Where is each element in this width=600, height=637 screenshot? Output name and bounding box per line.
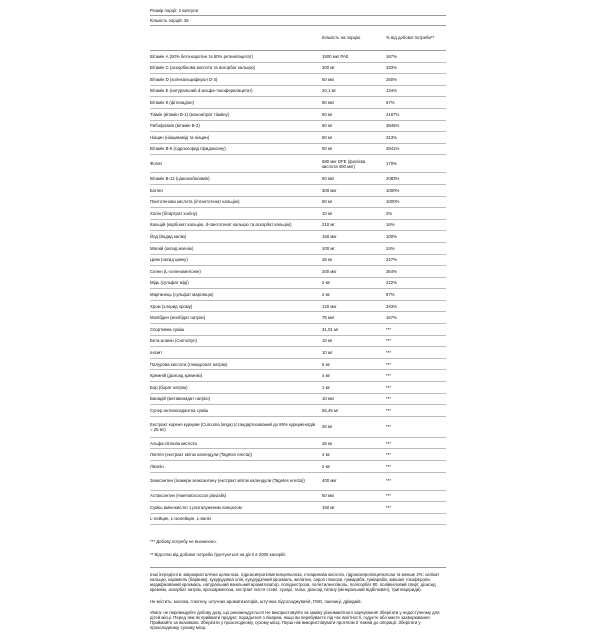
nutrient-name: Цинк (оксид цинку) [150,257,188,263]
nutrient-name: Мідь (сульфат міді) [150,280,189,286]
nutrient-dv: *** [386,504,392,510]
nutrient-dv: *** [386,384,392,390]
nutrient-name: Лютеїн (екстракт квіток календули (Tagetes erecta)) [150,452,253,458]
table-row [150,74,446,86]
ingredients-block [150,567,446,631]
table-row [150,208,446,220]
nutrient-dv: 134% [386,88,397,94]
table-row [150,289,446,301]
nutrient-amount: 55,45 мг [322,407,339,413]
nutrient-dv: 250% [386,76,397,82]
nutrient-dv: *** [386,493,392,499]
nutrient-amount: 50 мкг [322,493,335,499]
table-row [150,132,446,144]
table-row [150,197,446,209]
nutrient-amount: 26 мг [322,424,333,430]
nutrient-dv: 87% [386,291,395,297]
nutrient-amount: 1 мг [322,384,331,390]
table-row [150,405,446,417]
nutrient-amount: 400 мкг [322,478,337,484]
header-dv: % від добової потреби** [386,35,435,41]
nutrient-name: Йод (йодид калію) [150,234,187,239]
nutrient-amount: 50 мкг [322,76,335,82]
nutrient-name: Тіамін (вітамін В-1) (мононітрат тіаміну) [150,111,230,117]
nutrient-name: Кремній (діоксид кремнію) [150,373,203,379]
nutrient-dv: *** [386,440,392,446]
nutrient-name: Інозит [150,349,163,355]
table-row [150,347,446,359]
table-row [150,220,446,232]
nutrient-amount: 50 мг [322,199,333,205]
other-ingredients: Інші інгредієнти: мікрокристалічна целюлоза, гідроксипропілметилцелюлоза, стеаринова кислота, гідроксипропілцелюлоза та менше 2%: силікат кальцію, карамель (барвник), кукурудзяна олія, кукурудзяний крохмаль, желатин, сироп глюкози, гуміарабік, гуміарабік, змішані токофероли, модифікований крохмаль, натуральний ванільний ароматизатор, полідекстроза, полієтиленгліколь, полісорбат 80, полівініловий спирт, діоксид кремнію, аскорбат натрію, кроскармелоза, екстракт листя стевії, сухарі, тальк, діоксид титану (мінеральний відбілювач), триглицериди). [150,571,440,593]
nutrient-dv: 2941% [386,146,400,152]
nutrient-amount: 10 мкг [322,396,335,402]
table-row [150,473,446,491]
footnotes [150,539,446,556]
table-row [150,336,446,348]
nutrient-name: Суміш амінокислот з розгалуженим ланцюгом [150,504,242,510]
table-row [150,173,446,185]
nutrient-dv: *** [386,424,392,430]
table-row [150,324,446,336]
nutrient-dv: *** [386,463,392,469]
nutrient-name: Вітамін В-12 (ціанокобаламін) [150,176,210,182]
nutrient-dv: 100% [386,234,397,239]
nutrient-dv: 167% [386,315,397,321]
nutrient-name: Пантотенова кислота (d-пантотенат кальцію) [150,199,240,205]
table-row [150,394,446,406]
nutrient-dv: 16% [386,222,395,228]
nutrient-amount: 5 мг [322,361,331,367]
nutrient-amount: 50 мкг [322,176,335,182]
nutrient-dv: *** [386,349,392,355]
table-row [150,231,446,243]
table-row [150,185,446,197]
nutrient-dv: 333% [386,65,397,71]
nutrient-dv: *** [386,396,392,402]
footnote-dv-basis: ** Відсотки від добової потреби ґрунтуються на дієті в 2000 калорій. [150,551,286,557]
nutrient-amount: 680 мкг DFE (фолієва кислота 400 мкг) [322,158,366,169]
nutrient-amount: 80 мкг [322,100,335,106]
nutrient-amount: 10 мг [322,338,333,344]
table-row [150,491,446,503]
nutrient-amount: 50 мг [322,146,333,152]
nutrient-amount: 50 мг [322,123,333,129]
nutrient-name: Лікопін [150,463,164,469]
nutrient-name: Вітамін Е (натуральний d-альфа-токоферилацетат) [150,88,253,94]
nutrient-name: Вітамін В-6 (гідрохлорид піридоксину) [150,146,226,152]
table-row [150,97,446,109]
table-row [150,359,446,371]
nutrient-dv: 2083% [386,176,400,182]
table-row [150,301,446,313]
table-row [150,255,446,267]
nutrient-dv: 343% [386,303,397,309]
nutrient-amount: 2 мг [322,463,331,469]
nutrient-name: Холін (бітартрат холіну) [150,210,198,216]
nutrient-dv: 222% [386,280,397,286]
nutrient-dv: 2% [386,210,393,216]
nutrient-amount: 300 мг [322,65,335,71]
table-row [150,461,446,473]
nutrient-name: Молібден (молібдат натрію) [150,315,206,321]
nutrient-amount: 4 мг [322,373,331,379]
nutrient-name: Вітамін С (аскорбінова кислота та аскорбат кальцію) [150,65,256,71]
table-row [150,63,446,75]
table-row [150,144,446,156]
table-row [150,243,446,255]
nutrient-amount: 2 мг [322,280,331,286]
header-amount: Кількість на порцію [322,35,361,41]
table-row [150,382,446,394]
nutrient-dv: 1000% [386,187,400,193]
table-row [150,438,446,450]
nutrient-dv: 24% [386,245,395,251]
nutrient-name: Палурова кислота (глюкуронат натрію) [150,361,228,367]
table-header [150,26,446,51]
nutrient-dv: 364% [386,268,397,274]
nutrient-amount: 10 мг [322,210,333,216]
table-row [150,502,446,514]
nutrient-amount: 1500 мкг РАЕ [322,53,349,59]
nutrient-name: Селен (L-селенометіонін) [150,268,201,274]
nutrient-dv: *** [386,338,392,344]
serving-size: Розмір порції: 2 капсули [150,6,446,16]
nutrient-name: Бета-аланін (CarnoSyn) [150,338,197,344]
nutrient-dv: *** [386,407,392,413]
nutrient-dv: 227% [386,257,397,263]
nutrient-name: Кальцій (карбонат кальцію, d-пантотенат кальцію та аскорбат кальцію) [150,222,292,228]
nutrient-name: Зеаксантин (ізомери зеаксантину (екстракт квіток календули (Tagetes erecta)) [150,478,305,484]
nutrient-amount: 31,01 мг [322,326,339,332]
nutrient-amount: 50 мг [322,111,333,117]
nutrient-name: Хром (хлорид хрому) [150,303,193,309]
nutrient-name: Ніацин (ніацинамід та ніацин) [150,134,210,140]
nutrient-dv: *** [386,361,392,367]
table-row [150,278,446,290]
supplement-facts [150,6,446,637]
table-row [150,514,446,526]
nutrient-name: Спортивна суміш [150,326,185,332]
table-row [150,109,446,121]
nutrient-name: L-лейцин, L-ізолейцин, L-валін [150,516,211,522]
nutrient-name: Вітамін D (холекальциферол D-3) [150,76,218,82]
nutrient-dv: 3846% [386,123,400,129]
nutrient-amount: 120 мкг [322,303,337,309]
nutrient-dv: *** [386,373,392,379]
nutrient-amount: 25 мг [322,257,333,263]
nutrient-dv: *** [386,452,392,458]
nutrient-name: Бор (борат натрію) [150,384,188,390]
nutrient-dv: 167% [386,53,397,59]
nutrient-dv: 4167% [386,111,400,117]
table-row [150,449,446,461]
free-from: Не містить: молока, глютену, штучних ароматизаторів, штучних підсолоджувачів, ГМО, пшениці, дріжджів. [150,598,362,604]
nutrient-dv: *** [386,326,392,332]
nutrient-dv: *** [386,478,392,484]
nutrient-name: Фолат [150,161,163,167]
table-row [150,51,446,63]
nutrient-amount: 2 мг [322,291,331,297]
nutrient-amount: 200 мкг [322,268,337,274]
nutrient-name: Ванадій (метаванадат натрію) [150,396,211,402]
nutrient-name: Біотин [150,187,163,193]
nutrient-amount: 150 мг [322,504,335,510]
nutrient-name: Вітамін А (50% бета-каротин та 50% ретинілацетат) [150,53,254,59]
footnote-no-dv: *** Добову потребу не визначено. [150,539,217,545]
nutrient-name: Альфа-ліпоєва кислота [150,440,197,446]
nutrient-amount: 20,1 мг [322,88,337,94]
nutrient-amount: 10 мг [322,349,333,355]
nutrient-dv: 67% [386,100,395,106]
warning: Увага: не перевищуйте добову дозу, що рекомендується! Не використовуйте як заміну різноманітного харчування! Зберігати у недоступному для дітей місці. Перед тим як приймати продукт, порадьтеся з лікарем, якщо ви перебуваєте під час вагітності, годуєте або маєте захворювання. Приймайте за вказівкою. Зберігати у прохолодному, сухому місці. Перш ніж використовувати протягом 2 тижнів до операції. Зберігати у прохолодному, сухому місці. [150,609,440,631]
table-row [150,417,446,438]
nutrient-amount: 50 мг [322,134,333,140]
nutrient-amount: 75 мкг [322,315,335,321]
table-row [150,312,446,324]
nutrient-dv: 170% [386,161,397,167]
nutrient-amount: 25 мг [322,440,333,446]
nutrient-amount: 210 мг [322,222,335,228]
table-row [150,266,446,278]
nutrient-dv: 313% [386,134,397,140]
nutrient-name: Вітамін К (фітонадіон) [150,100,194,106]
table-row [150,86,446,98]
servings-count: Кількість порцій: 45 [150,16,446,26]
nutrient-dv: 1000% [386,199,400,205]
nutrient-name: Супер антиоксидантна суміш [150,407,209,413]
nutrient-name: Екстракт кореня куркуми (Curcuma longa) (стандартизований до 95% куркуміноїдів = 25 мг) [150,421,316,432]
table-row [150,121,446,133]
nutrient-amount: 100 мг [322,245,335,251]
nutrient-name: Астаксантин (Haematococcus pluvialis) [150,493,227,499]
nutrient-name: Рибофлавін (вітамін В-2) [150,123,200,129]
nutrient-amount: 4 мг [322,452,331,458]
nutrient-amount: 300 мкг [322,187,337,193]
nutrient-amount: 150 мкг [322,234,337,239]
nutrient-name: Магній (оксид магнію) [150,245,194,251]
nutrient-name: Марганець (сульфат марганцю) [150,291,214,297]
table-row [150,155,446,173]
table-row [150,370,446,382]
nutrient-table [150,51,446,525]
